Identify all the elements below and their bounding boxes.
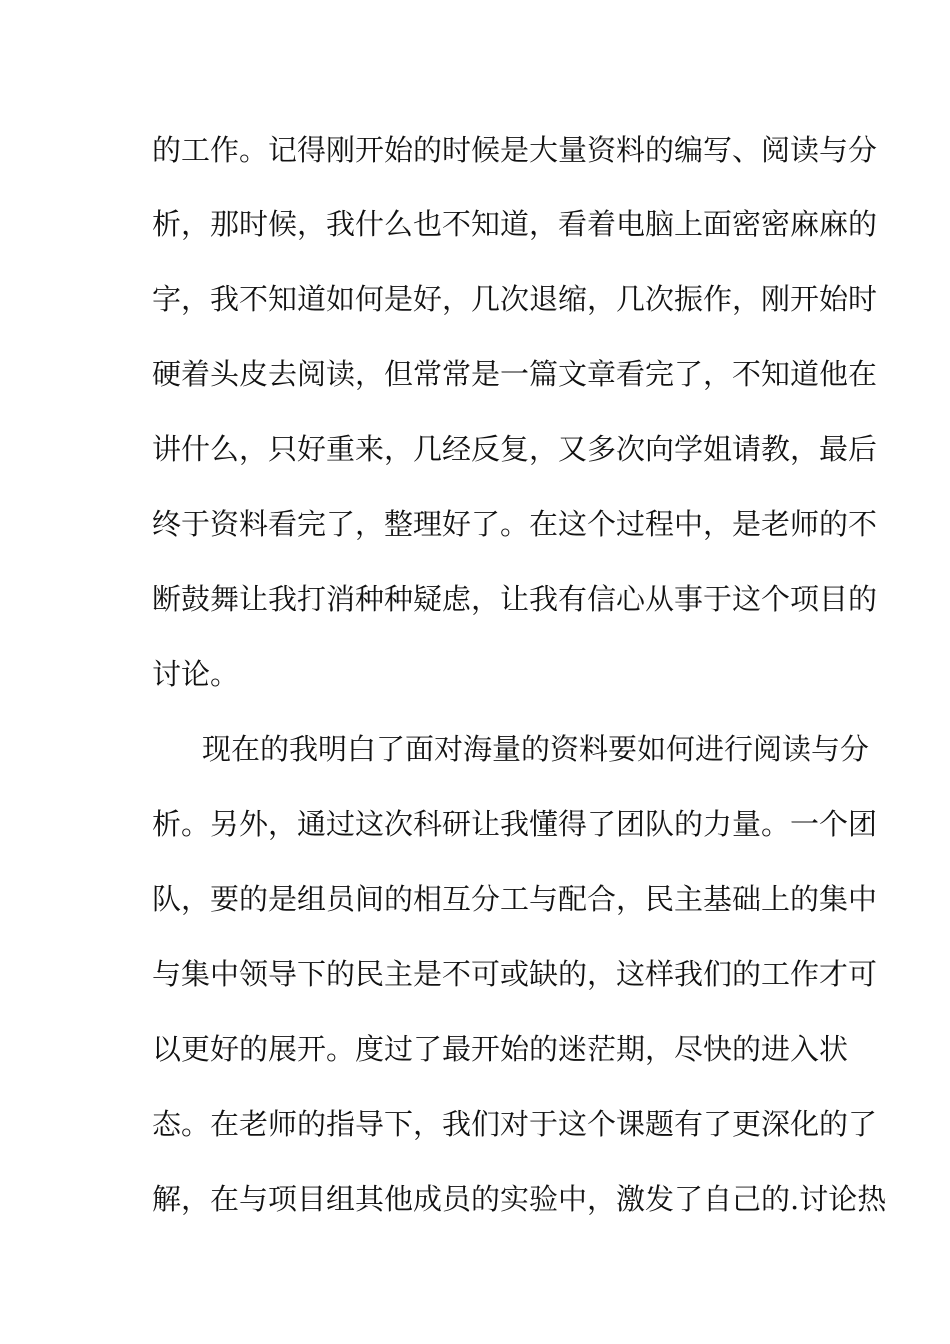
paragraph-first-line: 现在的我明白了面对海量的资料要如何进行阅读与分: [202, 732, 870, 766]
text-line: 讨论。: [152, 657, 240, 691]
text-line: 队，要的是组员间的相互分工与配合，民主基础上的集中: [152, 882, 878, 916]
text-line: 硬着头皮去阅读，但常常是一篇文章看完了，不知道他在: [152, 357, 878, 391]
text-line: 讲什么，只好重来，几经反复，又多次向学姐请教，最后: [152, 432, 878, 466]
text-line: 终于资料看完了，整理好了。在这个过程中，是老师的不: [152, 507, 878, 541]
text-line: 态。在老师的指导下，我们对于这个课题有了更深化的了: [152, 1107, 878, 1141]
text-line: 析。另外，通过这次科研让我懂得了团队的力量。一个团: [152, 807, 878, 841]
text-line: 的工作。记得刚开始的时候是大量资料的编写、阅读与分: [152, 133, 878, 167]
text-line: 以更好的展开。度过了最开始的迷茫期，尽快的进入状: [152, 1032, 849, 1066]
text-line: 析，那时候，我什么也不知道，看着电脑上面密密麻麻的: [152, 207, 878, 241]
text-line: 字，我不知道如何是好，几次退缩，几次振作，刚开始时: [152, 282, 878, 316]
text-line: 与集中领导下的民主是不可或缺的，这样我们的工作才可: [152, 957, 878, 991]
text-line: 断鼓舞让我打消种种疑虑，让我有信心从事于这个项目的: [152, 582, 878, 616]
text-line: 解，在与项目组其他成员的实验中，激发了自己的.讨论热: [152, 1182, 887, 1216]
